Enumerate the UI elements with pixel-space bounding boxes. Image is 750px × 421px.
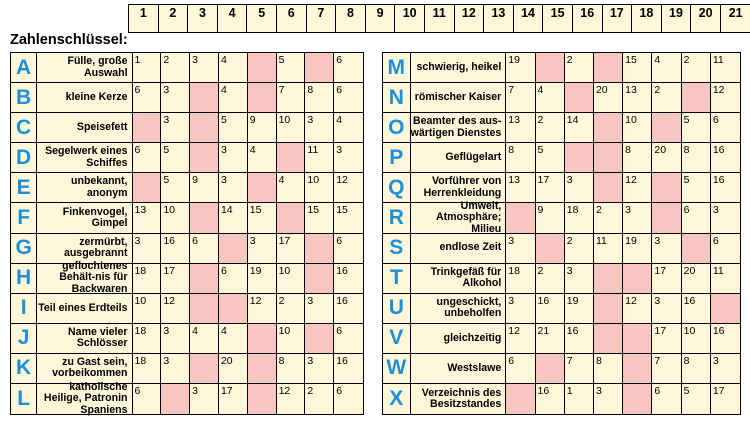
number-cell[interactable]: 5 bbox=[682, 173, 711, 202]
number-cell[interactable]: 17 bbox=[652, 264, 681, 293]
puzzle-row-q bbox=[383, 173, 740, 203]
number-cell[interactable]: 6 bbox=[336, 324, 343, 337]
puzzle-row-j bbox=[11, 324, 363, 354]
key-number-1: 1 bbox=[129, 5, 159, 32]
key-number-12: 12 bbox=[455, 5, 485, 32]
number-cell[interactable]: 3 bbox=[305, 354, 334, 383]
number-cell[interactable]: 1 bbox=[565, 384, 594, 414]
number-cell[interactable]: 3 bbox=[565, 264, 594, 293]
blank-cell[interactable] bbox=[305, 324, 334, 353]
number-cell[interactable]: 6 bbox=[336, 234, 343, 247]
number-cell[interactable]: 12 bbox=[623, 294, 652, 323]
number-cell[interactable]: 12 bbox=[506, 324, 535, 353]
number-cell[interactable]: 7 bbox=[565, 354, 594, 383]
blank-cell[interactable] bbox=[682, 83, 711, 112]
number-cell[interactable]: 10 bbox=[277, 324, 306, 353]
number-cell[interactable]: 4 bbox=[219, 83, 248, 112]
number-cell[interactable]: 9 bbox=[536, 203, 565, 232]
puzzle-row-p bbox=[383, 143, 740, 173]
number-cell[interactable]: 3 bbox=[161, 324, 190, 353]
number-cell[interactable]: 16 bbox=[336, 264, 348, 277]
row-clue: unbekannt, anonym bbox=[37, 173, 132, 202]
number-cell[interactable]: 18 bbox=[133, 354, 162, 383]
puzzle-row-k bbox=[11, 354, 363, 384]
number-cell[interactable]: 7 bbox=[652, 354, 681, 383]
number-cell[interactable]: 3 bbox=[305, 113, 334, 142]
blank-cell[interactable] bbox=[190, 354, 219, 383]
row-letter: D bbox=[11, 143, 37, 172]
number-cell[interactable]: 3 bbox=[190, 384, 219, 414]
blank-cell[interactable] bbox=[190, 143, 219, 172]
number-cell[interactable]: 8 bbox=[623, 143, 652, 172]
number-cell[interactable]: 17 bbox=[536, 173, 565, 202]
number-cell[interactable]: 16 bbox=[565, 324, 594, 353]
number-cell[interactable]: 10 bbox=[682, 324, 711, 353]
number-cell[interactable]: 2 bbox=[536, 264, 565, 293]
puzzle-row-i bbox=[11, 294, 363, 324]
number-cell[interactable]: 6 bbox=[712, 114, 719, 127]
number-cell[interactable]: 12 bbox=[336, 174, 348, 187]
number-cell[interactable]: 21 bbox=[536, 324, 565, 353]
number-cell[interactable]: 9 bbox=[190, 173, 219, 202]
number-cell[interactable]: 13 bbox=[506, 173, 535, 202]
number-cell[interactable]: 10 bbox=[305, 173, 334, 202]
number-cell[interactable]: 3 bbox=[161, 113, 190, 142]
row-letter: S bbox=[383, 234, 411, 263]
row-clue: katholische Heilige, Patronin Spaniens bbox=[37, 384, 132, 414]
number-cell[interactable]: 16 bbox=[712, 324, 725, 337]
row-clue: schwierig, heikel bbox=[411, 53, 507, 82]
blank-cell[interactable] bbox=[711, 294, 740, 323]
number-cell[interactable]: 4 bbox=[652, 53, 681, 82]
puzzle-row-r bbox=[383, 199, 740, 235]
number-cell[interactable]: 4 bbox=[277, 173, 306, 202]
row-clue: geflochtenes Behält-nis für Backwaren bbox=[37, 264, 132, 293]
number-cell[interactable]: 4 bbox=[219, 53, 248, 82]
row-clue: Finkenvogel, Gimpel bbox=[37, 203, 132, 232]
row-letter: U bbox=[383, 294, 411, 323]
row-clue: Teil eines Erdteils bbox=[37, 294, 132, 323]
number-key-bar bbox=[128, 4, 750, 33]
row-clue: Speisefett bbox=[37, 113, 132, 142]
number-cell[interactable]: 2 bbox=[594, 203, 623, 232]
number-cell[interactable]: 13 bbox=[133, 203, 162, 232]
row-letter: L bbox=[11, 384, 37, 414]
blank-cell[interactable] bbox=[190, 113, 219, 142]
row-letter: V bbox=[383, 324, 411, 353]
number-cell[interactable]: 17 bbox=[277, 234, 306, 263]
number-cell[interactable]: 15 bbox=[623, 53, 652, 82]
row-clue: Westslawe bbox=[411, 354, 507, 383]
number-cell[interactable]: 4 bbox=[536, 83, 565, 112]
number-cell[interactable]: 10 bbox=[623, 113, 652, 142]
number-cell[interactable]: 3 bbox=[336, 144, 343, 157]
number-cell[interactable]: 12 bbox=[623, 173, 652, 202]
number-cell[interactable]: 20 bbox=[682, 264, 711, 293]
number-cell[interactable]: 16 bbox=[336, 294, 348, 307]
number-cell[interactable]: 19 bbox=[565, 294, 594, 323]
row-letter: G bbox=[11, 234, 37, 263]
puzzle-row-n bbox=[383, 83, 740, 113]
number-cell[interactable]: 16 bbox=[161, 234, 190, 263]
number-cell[interactable]: 17 bbox=[652, 324, 681, 353]
number-cell[interactable]: 6 bbox=[133, 83, 162, 112]
number-cell[interactable]: 13 bbox=[506, 113, 535, 142]
number-cell[interactable]: 17 bbox=[161, 264, 190, 293]
number-cell[interactable]: 2 bbox=[305, 384, 334, 414]
number-cell[interactable]: 8 bbox=[682, 143, 711, 172]
number-cell[interactable]: 12 bbox=[161, 294, 190, 323]
row-clue: Name vieler Schlösser bbox=[37, 324, 132, 353]
number-cell[interactable]: 3 bbox=[161, 83, 190, 112]
number-cell[interactable]: 6 bbox=[682, 203, 711, 232]
puzzle-row-d bbox=[11, 143, 363, 173]
number-cell[interactable]: 8 bbox=[682, 354, 711, 383]
number-cell[interactable]: 6 bbox=[190, 234, 219, 263]
number-cell[interactable]: 3 bbox=[190, 53, 219, 82]
blank-cell[interactable] bbox=[277, 143, 306, 172]
blank-cell[interactable] bbox=[565, 83, 594, 112]
number-cell[interactable]: 7 bbox=[277, 83, 306, 112]
number-cell[interactable]: 3 bbox=[506, 234, 535, 263]
blank-cell[interactable] bbox=[248, 324, 277, 353]
number-cell[interactable]: 2 bbox=[536, 113, 565, 142]
number-cell[interactable]: 3 bbox=[565, 173, 594, 202]
number-cell[interactable]: 4 bbox=[336, 114, 343, 127]
key-number-17: 17 bbox=[603, 5, 633, 32]
number-cell[interactable]: 6 bbox=[336, 385, 343, 398]
blank-cell[interactable] bbox=[161, 384, 190, 414]
row-letter: W bbox=[383, 354, 411, 383]
number-cell[interactable]: 6 bbox=[133, 384, 162, 414]
number-cell[interactable]: 3 bbox=[712, 354, 719, 367]
blank-cell[interactable] bbox=[594, 143, 623, 172]
row-letter: M bbox=[383, 53, 411, 82]
blank-cell[interactable] bbox=[133, 173, 162, 202]
number-cell[interactable]: 2 bbox=[652, 83, 681, 112]
number-cell[interactable]: 2 bbox=[682, 53, 711, 82]
blank-cell[interactable] bbox=[594, 294, 623, 323]
number-cell[interactable]: 16 bbox=[712, 174, 725, 187]
number-cell[interactable]: 3 bbox=[305, 294, 334, 323]
row-letter: A bbox=[11, 53, 37, 82]
puzzle-row-l bbox=[11, 380, 363, 416]
blank-cell[interactable] bbox=[248, 53, 277, 82]
number-cell[interactable]: 19 bbox=[248, 264, 277, 293]
number-cell[interactable]: 18 bbox=[506, 264, 535, 293]
blank-cell[interactable] bbox=[190, 264, 219, 293]
key-number-10: 10 bbox=[395, 5, 425, 32]
key-number-7: 7 bbox=[307, 5, 337, 32]
key-number-19: 19 bbox=[662, 5, 692, 32]
number-cell[interactable]: 18 bbox=[133, 324, 162, 353]
row-clue: ungeschickt, unbeholfen bbox=[411, 294, 507, 323]
row-letter: J bbox=[11, 324, 37, 353]
blank-cell[interactable] bbox=[623, 324, 652, 353]
row-clue: Umwelt, Atmosphäre; Milieu bbox=[411, 203, 507, 232]
number-cell[interactable]: 14 bbox=[565, 113, 594, 142]
number-cell[interactable]: 3 bbox=[652, 234, 681, 263]
blank-cell[interactable] bbox=[248, 83, 277, 112]
key-number-3: 3 bbox=[188, 5, 218, 32]
key-number-21: 21 bbox=[728, 6, 743, 20]
blank-cell[interactable] bbox=[248, 173, 277, 202]
puzzle-row-o bbox=[383, 113, 740, 143]
number-cell[interactable]: 5 bbox=[161, 143, 190, 172]
blank-cell[interactable] bbox=[594, 53, 623, 82]
number-cell[interactable]: 6 bbox=[133, 143, 162, 172]
number-cell[interactable]: 11 bbox=[712, 54, 724, 66]
blank-cell[interactable] bbox=[506, 203, 535, 232]
number-cell[interactable]: 16 bbox=[336, 354, 348, 367]
key-number-9: 9 bbox=[366, 5, 396, 32]
blank-cell[interactable] bbox=[190, 203, 219, 232]
puzzle-row-w bbox=[383, 354, 740, 384]
number-cell[interactable]: 3 bbox=[712, 204, 719, 217]
right-puzzle-panel bbox=[382, 52, 741, 415]
number-cell[interactable]: 3 bbox=[219, 173, 248, 202]
number-cell[interactable]: 10 bbox=[161, 203, 190, 232]
number-cell[interactable]: 16 bbox=[536, 294, 565, 323]
number-cell[interactable]: 15 bbox=[248, 203, 277, 232]
row-clue: Vorführer von Herrenkleidung bbox=[411, 173, 507, 202]
row-letter: K bbox=[11, 354, 37, 383]
number-cell[interactable]: 8 bbox=[594, 354, 623, 383]
blank-cell[interactable] bbox=[248, 384, 277, 414]
blank-cell[interactable] bbox=[248, 354, 277, 383]
number-cell[interactable]: 6 bbox=[336, 54, 343, 66]
row-letter: E bbox=[11, 173, 37, 202]
number-cell[interactable]: 9 bbox=[248, 113, 277, 142]
blank-cell[interactable] bbox=[536, 354, 565, 383]
number-cell[interactable]: 2 bbox=[277, 294, 306, 323]
blank-cell[interactable] bbox=[305, 234, 334, 263]
number-cell[interactable]: 3 bbox=[594, 384, 623, 414]
left-puzzle-panel bbox=[10, 52, 364, 415]
key-number-4: 4 bbox=[218, 5, 248, 32]
key-number-5: 5 bbox=[247, 5, 277, 32]
blank-cell[interactable] bbox=[536, 234, 565, 263]
number-cell[interactable]: 16 bbox=[712, 144, 725, 157]
number-cell[interactable]: 8 bbox=[305, 83, 334, 112]
row-clue: Segelwerk eines Schiffes bbox=[37, 143, 132, 172]
number-cell[interactable]: 5 bbox=[682, 384, 711, 414]
number-cell[interactable]: 5 bbox=[277, 53, 306, 82]
puzzle-row-t bbox=[383, 264, 740, 294]
blank-cell[interactable] bbox=[190, 83, 219, 112]
number-cell[interactable]: 4 bbox=[248, 143, 277, 172]
number-cell[interactable]: 5 bbox=[219, 113, 248, 142]
puzzle-row-f bbox=[11, 203, 363, 233]
number-key-title: Zahlenschlüssel: bbox=[10, 32, 128, 48]
key-number-16: 16 bbox=[573, 5, 603, 32]
row-clue: Verzeichnis des Besitzstandes bbox=[411, 384, 507, 414]
number-cell[interactable]: 15 bbox=[305, 203, 334, 232]
number-cell[interactable]: 3 bbox=[248, 234, 277, 263]
number-cell[interactable]: 19 bbox=[506, 53, 535, 82]
row-clue: Geflügelart bbox=[411, 143, 507, 172]
key-number-6: 6 bbox=[277, 5, 307, 32]
row-clue: gleichzeitig bbox=[411, 324, 507, 353]
blank-cell[interactable] bbox=[506, 384, 535, 414]
blank-cell[interactable] bbox=[536, 53, 565, 82]
number-cell[interactable]: 1 bbox=[133, 53, 162, 82]
blank-cell[interactable] bbox=[305, 53, 334, 82]
number-cell[interactable]: 3 bbox=[133, 234, 162, 263]
number-cell[interactable]: 3 bbox=[652, 294, 681, 323]
row-clue: endlose Zeit bbox=[411, 234, 507, 263]
key-number-20: 20 bbox=[691, 5, 721, 32]
key-number-2: 2 bbox=[159, 5, 189, 32]
key-number-13: 13 bbox=[484, 5, 514, 32]
row-letter: X bbox=[383, 384, 411, 414]
row-clue: römischer Kaiser bbox=[411, 83, 507, 112]
number-cell[interactable]: 15 bbox=[336, 204, 348, 217]
number-cell[interactable]: 3 bbox=[623, 203, 652, 232]
blank-cell[interactable] bbox=[652, 203, 681, 232]
blank-cell[interactable] bbox=[277, 203, 306, 232]
number-cell[interactable]: 17 bbox=[219, 384, 248, 414]
number-cell[interactable]: 3 bbox=[506, 294, 535, 323]
puzzle-row-s bbox=[383, 234, 740, 264]
row-letter: B bbox=[11, 83, 37, 112]
number-cell[interactable]: 12 bbox=[277, 384, 306, 414]
number-cell[interactable]: 4 bbox=[190, 324, 219, 353]
puzzle-row-b bbox=[11, 83, 363, 113]
number-cell[interactable]: 6 bbox=[506, 354, 535, 383]
puzzle-row-x bbox=[383, 384, 740, 414]
number-cell[interactable]: 2 bbox=[565, 53, 594, 82]
number-cell[interactable]: 2 bbox=[565, 234, 594, 263]
row-letter: P bbox=[383, 143, 411, 172]
number-cell[interactable]: 3 bbox=[161, 354, 190, 383]
number-cell[interactable]: 8 bbox=[277, 354, 306, 383]
puzzle-row-a bbox=[11, 53, 363, 83]
number-cell[interactable]: 13 bbox=[623, 83, 652, 112]
key-number-18: 18 bbox=[632, 5, 662, 32]
key-number-8: 8 bbox=[336, 5, 366, 32]
row-letter: C bbox=[11, 113, 37, 142]
row-letter: I bbox=[11, 294, 37, 323]
number-cell[interactable]: 11 bbox=[305, 143, 334, 172]
number-cell[interactable]: 5 bbox=[536, 143, 565, 172]
puzzle-row-u bbox=[383, 294, 740, 324]
number-cell[interactable]: 18 bbox=[133, 264, 162, 293]
blank-cell[interactable] bbox=[219, 294, 248, 323]
number-cell[interactable]: 12 bbox=[712, 84, 725, 97]
number-cell[interactable]: 14 bbox=[219, 203, 248, 232]
blank-cell[interactable] bbox=[623, 264, 652, 293]
key-number-14: 14 bbox=[514, 5, 544, 32]
number-cell[interactable]: 17 bbox=[712, 385, 725, 398]
number-cell[interactable]: 6 bbox=[219, 264, 248, 293]
number-cell[interactable]: 7 bbox=[506, 83, 535, 112]
row-clue: Trinkgefäß für Alkohol bbox=[411, 264, 507, 293]
row-letter: R bbox=[383, 203, 411, 232]
blank-cell[interactable] bbox=[682, 234, 711, 263]
number-cell[interactable]: 10 bbox=[277, 264, 306, 293]
number-cell[interactable]: 16 bbox=[536, 384, 565, 414]
row-letter: T bbox=[383, 264, 411, 293]
number-cell[interactable]: 20 bbox=[219, 354, 248, 383]
row-clue: kleine Kerze bbox=[37, 83, 132, 112]
row-clue: Fülle, große Auswahl bbox=[37, 53, 132, 82]
row-letter: N bbox=[383, 83, 411, 112]
puzzle-row-m bbox=[383, 53, 740, 83]
number-cell[interactable]: 11 bbox=[594, 234, 623, 263]
number-cell[interactable]: 4 bbox=[219, 324, 248, 353]
row-letter: H bbox=[11, 264, 37, 293]
blank-cell[interactable] bbox=[190, 294, 219, 323]
blank-cell[interactable] bbox=[594, 173, 623, 202]
blank-cell[interactable] bbox=[623, 354, 652, 383]
row-clue: zermürbt, ausgebrannt bbox=[37, 234, 132, 263]
number-cell[interactable]: 19 bbox=[623, 234, 652, 263]
puzzle-row-c bbox=[11, 113, 363, 143]
number-cell[interactable]: 20 bbox=[594, 83, 623, 112]
row-clue: zu Gast sein, vorbeikommen bbox=[37, 354, 132, 383]
puzzle-row-h bbox=[11, 259, 363, 295]
blank-cell[interactable] bbox=[219, 234, 248, 263]
row-letter: F bbox=[11, 203, 37, 232]
number-cell[interactable]: 5 bbox=[161, 173, 190, 202]
blank-cell[interactable] bbox=[305, 264, 334, 293]
number-cell[interactable]: 2 bbox=[161, 53, 190, 82]
row-letter: O bbox=[383, 113, 411, 142]
puzzle-row-e bbox=[11, 173, 363, 203]
number-cell[interactable]: 5 bbox=[682, 113, 711, 142]
blank-cell[interactable] bbox=[652, 113, 681, 142]
number-cell[interactable]: 10 bbox=[133, 294, 162, 323]
number-cell[interactable]: 3 bbox=[219, 143, 248, 172]
number-cell[interactable]: 11 bbox=[712, 264, 724, 277]
row-letter: Q bbox=[383, 173, 411, 202]
key-number-15: 15 bbox=[543, 5, 573, 32]
blank-cell[interactable] bbox=[652, 173, 681, 202]
blank-cell[interactable] bbox=[594, 264, 623, 293]
blank-cell[interactable] bbox=[133, 113, 162, 142]
blank-cell[interactable] bbox=[594, 113, 623, 142]
number-cell[interactable]: 6 bbox=[336, 84, 343, 97]
blank-cell[interactable] bbox=[565, 143, 594, 172]
number-cell[interactable]: 10 bbox=[277, 113, 306, 142]
number-cell[interactable]: 12 bbox=[248, 294, 277, 323]
number-cell[interactable]: 6 bbox=[712, 234, 719, 247]
blank-cell[interactable] bbox=[623, 384, 652, 414]
puzzle-row-v bbox=[383, 324, 740, 354]
key-number-11: 11 bbox=[425, 5, 455, 32]
number-cell[interactable]: 16 bbox=[682, 294, 711, 323]
number-cell[interactable]: 18 bbox=[565, 203, 594, 232]
number-cell[interactable]: 20 bbox=[652, 143, 681, 172]
number-cell[interactable]: 8 bbox=[506, 143, 535, 172]
number-cell[interactable]: 6 bbox=[652, 384, 681, 414]
row-clue: Beamter des aus-wärtigen Dienstes bbox=[411, 113, 507, 142]
blank-cell[interactable] bbox=[594, 324, 623, 353]
